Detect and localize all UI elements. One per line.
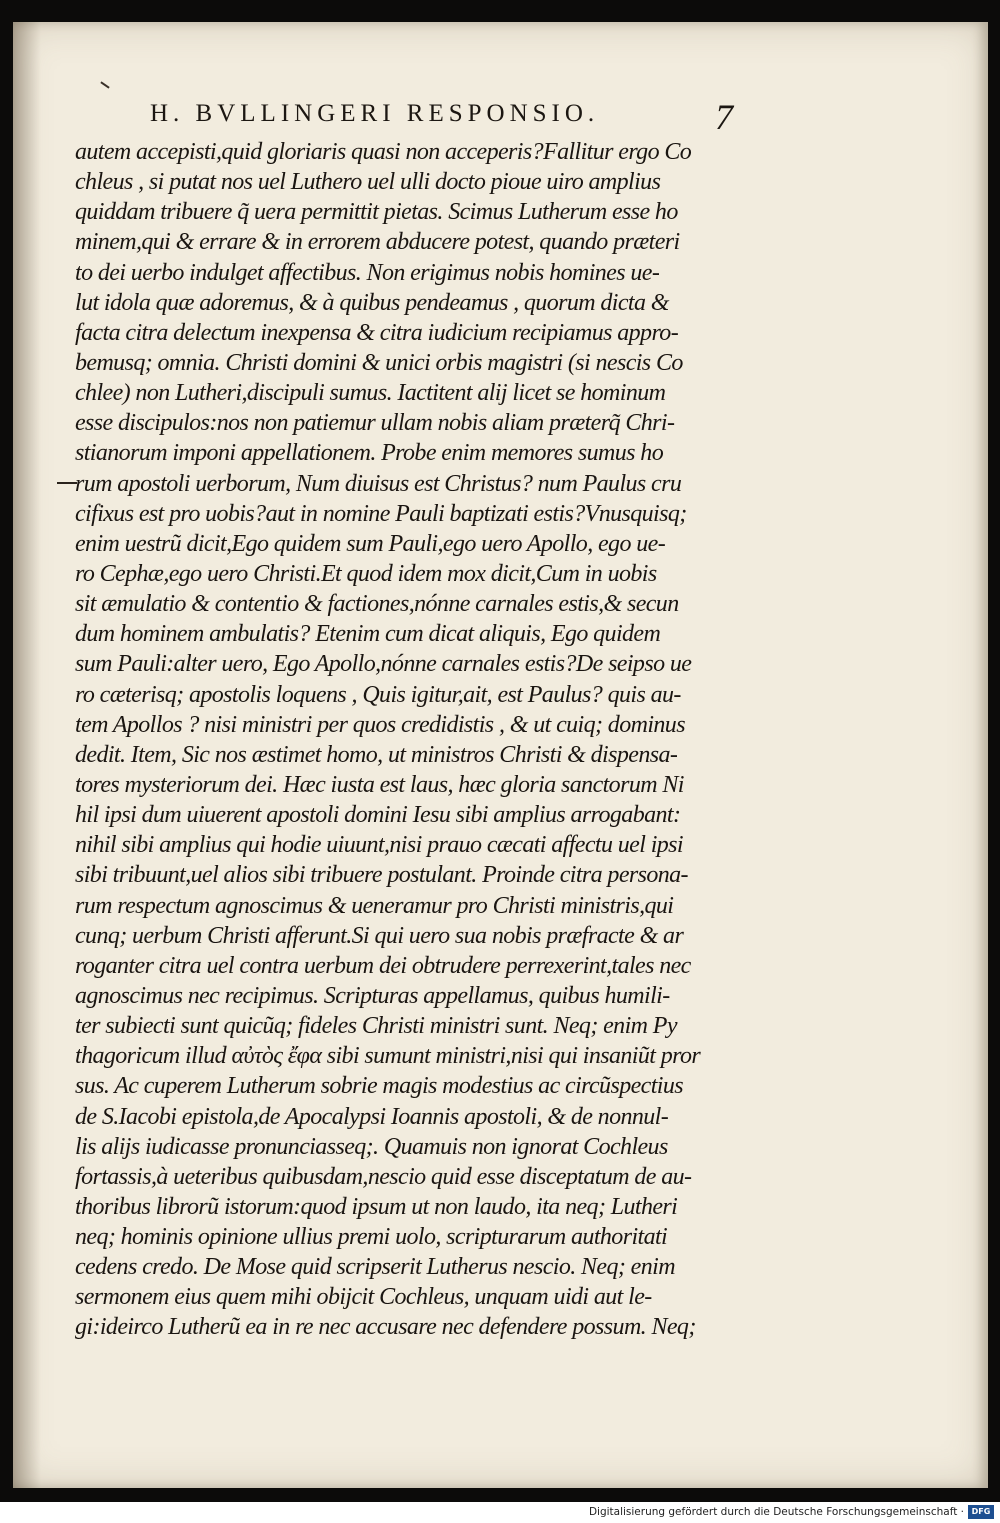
footer-credit: Digitalisierung gefördert durch die Deutsche Forschungsgemeinschaft · bbox=[588, 1506, 964, 1518]
text-line: cunq; uerbum Christi afferunt.Si qui uero sua nobis præfracte & ar bbox=[75, 922, 684, 949]
text-line: lis alijs iudicasse pronunciasseq;. Quamuis non ignorat Cochleus bbox=[75, 1133, 668, 1160]
text-line: fortassis,à ueteribus quibusdam,nescio quid esse disceptatum de au- bbox=[75, 1163, 692, 1190]
text-line: de S.Iacobi epistola,de Apocalypsi Ioannis apostoli, & de nonnul- bbox=[75, 1103, 669, 1130]
text-line: bemusq; omnia. Christi domini & unici orbis magistri (si nescis Co bbox=[75, 349, 683, 376]
text-line: quiddam tribuere q̃ uera permittit pietas. Scimus Lutherum esse ho bbox=[75, 199, 678, 226]
text-line: dum hominem ambulatis? Etenim cum dicat aliquis, Ego quidem bbox=[75, 621, 661, 648]
text-line: ter subiecti sunt quicũq; fideles Christi ministri sunt. Neq; enim Py bbox=[75, 1013, 677, 1040]
text-line: nihil sibi amplius qui hodie uiuunt,nisi prauo cæcati affectu uel ipsi bbox=[75, 832, 683, 859]
text-line: facta citra delectum inexpensa & citra iudicium recipiamus appro- bbox=[75, 319, 679, 346]
dfg-logo: DFG bbox=[968, 1505, 994, 1519]
text-line: esse discipulos:nos non patiemur ullam nobis aliam præterq̃ Chri- bbox=[75, 410, 675, 437]
text-line: lut idola quæ adoremus, & à quibus pendeamus , quorum dicta & bbox=[75, 289, 669, 316]
text-line: dedit. Item, Sic nos æstimet homo, ut ministros Christi & dispensa- bbox=[75, 741, 678, 768]
text-line: sit æmulatio & contentio & factiones,nónne carnales estis,& secun bbox=[75, 591, 679, 618]
gutter-shadow bbox=[13, 22, 41, 1488]
text-line: sus. Ac cuperem Lutherum sobrie magis modestius ac circũspectius bbox=[75, 1073, 683, 1100]
text-line: rum respectum agnoscimus & ueneramur pro Christi ministris,qui bbox=[75, 892, 674, 919]
text-line: tem Apollos ? nisi ministri per quos credidistis , & ut cuiq; dominus bbox=[75, 711, 685, 738]
page-number: 7 bbox=[715, 97, 733, 137]
text-line: enim uestrũ dicit,Ego quidem sum Pauli,ego uero Apollo, ego ue- bbox=[75, 530, 666, 557]
text-line: ro cæterisq; apostolis loquens , Quis igitur,ait, est Paulus? quis au- bbox=[75, 681, 681, 708]
text-line: to dei uerbo indulget affectibus. Non erigimus nobis homines ue- bbox=[75, 259, 660, 286]
text-line: gi:ideirco Lutherũ ea in re nec accusare nec defendere possum. Neq; bbox=[75, 1314, 696, 1341]
text-line: thagoricum illud αὐτὸς ἔφα sibi sumunt ministri,nisi qui insaniũt pror bbox=[75, 1043, 701, 1070]
running-head: H. BVLLINGERI RESPONSIO. bbox=[150, 100, 600, 127]
text-line: sum Pauli:alter uero, Ego Apollo,nónne carnales estis?De seipso ue bbox=[75, 651, 692, 678]
text-line: sermonem eius quem mihi obijcit Cochleus, unquam uidi aut le- bbox=[75, 1284, 652, 1311]
text-line: chlee) non Lutheri,discipuli sumus. Iactitent alij licet se hominum bbox=[75, 380, 666, 407]
text-line: autem accepisti,quid gloriaris quasi non acceperis?Fallitur ergo Co bbox=[75, 139, 692, 165]
text-line: ro Cephæ,ego uero Christi.Et quod idem mox dicit,Cum in uobis bbox=[75, 560, 657, 587]
text-line: neq; hominis opinione ullius premi uolo, scripturarum authoritati bbox=[75, 1224, 668, 1251]
text-line: stianorum imponi appellationem. Probe enim memores sumus ho bbox=[75, 440, 664, 467]
text-line: thoribus librorũ istorum:quod ipsum ut non laudo, ita neq; Lutheri bbox=[75, 1193, 678, 1220]
text-line: roganter citra uel contra uerbum dei obtrudere perrexerint,tales nec bbox=[75, 952, 691, 979]
text-line: hil ipsi dum uiuerent apostoli domini Iesu sibi amplius arrogabant: bbox=[75, 802, 681, 829]
text-line: chleus , si putat nos uel Luthero uel ulli docto pioue uiro amplius bbox=[75, 169, 661, 196]
text-line: tores mysteriorum dei. Hæc iusta est laus, hæc gloria sanctorum Ni bbox=[75, 771, 684, 798]
text-line: rum apostoli uerborum, Num diuisus est Christus? num Paulus cru bbox=[75, 470, 682, 497]
text-line: minem,qui & errare & in errorem abducere potest, quando præteri bbox=[75, 229, 680, 256]
footer-bar bbox=[0, 1502, 1000, 1523]
text-line: sibi tribuunt,uel alios sibi tribuere postulant. Proinde citra persona- bbox=[75, 862, 688, 889]
body-text bbox=[75, 137, 735, 1343]
text-line: cedens credo. De Mose quid scripserit Lutherus nescio. Neq; enim bbox=[75, 1254, 675, 1281]
margin-mark bbox=[57, 482, 77, 484]
text-line: agnoscimus nec recipimus. Scripturas appellamus, quibus humili- bbox=[75, 982, 670, 1009]
text-line: cifixus est pro uobis?aut in nomine Pauli baptizati estis?Vnusquisq; bbox=[75, 500, 687, 527]
